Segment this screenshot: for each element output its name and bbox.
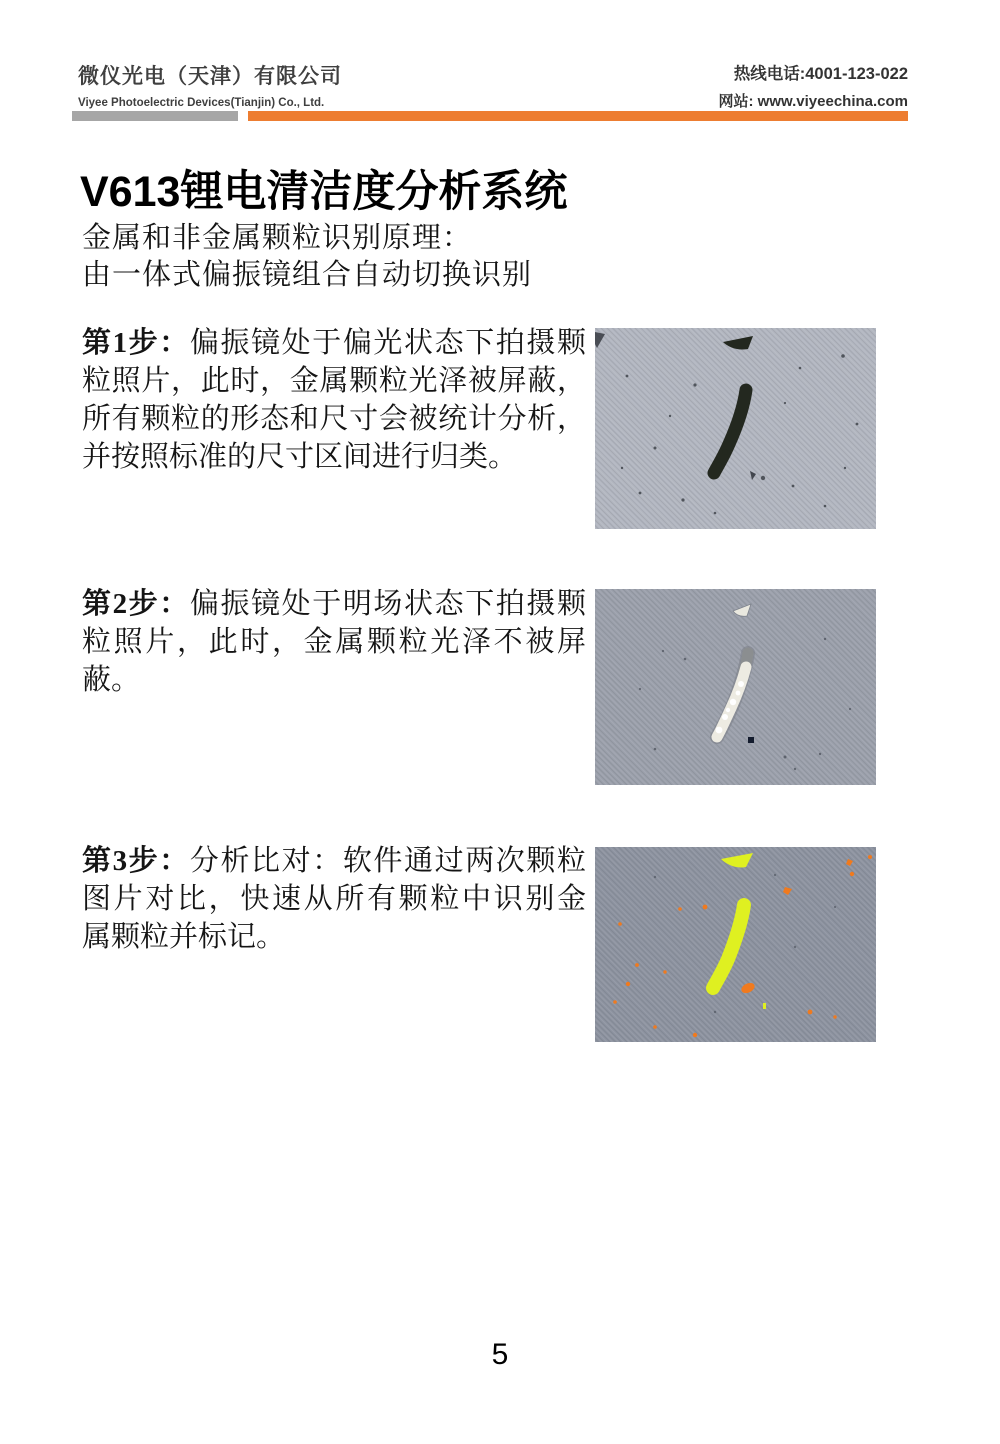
step-2-line-2: 粒照片，此时，金属颗粒光泽不被屏 — [82, 626, 586, 658]
step-1-label: 第1步： — [82, 327, 190, 359]
page-title: V613锂电清洁度分析系统 — [80, 168, 568, 216]
header-right — [719, 60, 909, 111]
dark-speck — [748, 737, 754, 743]
divider-orange-segment — [248, 111, 908, 121]
step-1-text — [82, 324, 586, 476]
top-white-fleck — [733, 604, 751, 616]
header-divider — [72, 111, 908, 121]
step-1-line-4: 并按照标准的尺寸区间进行归类。 — [82, 441, 518, 473]
step-3-marked-particle-image — [595, 847, 876, 1042]
top-yellow-fleck — [721, 853, 753, 867]
step-1-line-3: 所有颗粒的形态和尺寸会被统计分析， — [82, 403, 586, 435]
corner-smudge — [595, 332, 605, 348]
step-3-line-3: 属颗粒并标记。 — [82, 921, 286, 953]
dark-particle-graphic — [595, 328, 876, 529]
step-2-line-1: 第2步：偏振镜处于明场状态下拍摄颗 — [82, 588, 586, 620]
step-1-line-2: 粒照片，此时，金属颗粒光泽被屏蔽， — [82, 365, 586, 397]
dark-worm-particle — [714, 390, 746, 473]
step-2-line-3: 蔽。 — [82, 664, 141, 696]
divider-gray-segment — [72, 111, 238, 121]
step-2-text — [82, 585, 586, 699]
website-text: 网站: www.viyeechina.com — [718, 93, 908, 110]
marked-particle-graphic — [595, 847, 876, 1042]
intro-line-1: 金属和非金属颗粒识别原理： — [82, 222, 473, 254]
step-3-line-1: 第3步：分析比对：软件通过两次颗粒 — [82, 845, 586, 877]
small-yellow-speck — [763, 1003, 766, 1009]
page-number: 5 — [491, 1338, 509, 1371]
step-2-label: 第2步： — [82, 588, 190, 620]
metal-particle-graphic — [595, 589, 876, 785]
company-name: 微仪光电（天津）有限公司 — [78, 65, 342, 88]
step-1-line-1: 第1步：偏振镜处于偏光状态下拍摄颗 — [82, 327, 586, 359]
step-3-label: 第3步： — [82, 845, 190, 877]
intro-line-2: 由一体式偏振镜组合自动切换识别 — [82, 259, 533, 291]
intro-text — [82, 220, 532, 294]
orange-marks — [613, 855, 872, 1037]
company-name-en: Viyee Photoelectric Devices(Tianjin) Co., Ltd. — [78, 97, 325, 109]
hotline-text: 热线电话:4001-123-022 — [733, 65, 908, 83]
yellow-worm-particle — [713, 905, 744, 988]
step-3-text — [82, 842, 586, 956]
step-3-line-2: 图片对比，快速从所有颗粒中识别金 — [82, 883, 586, 915]
header-left — [78, 60, 342, 109]
top-fleck — [723, 336, 753, 350]
step-2-brightfield-particle-image — [595, 589, 876, 785]
divider-gap — [238, 111, 248, 121]
step-1-polarized-particle-image — [595, 328, 876, 529]
